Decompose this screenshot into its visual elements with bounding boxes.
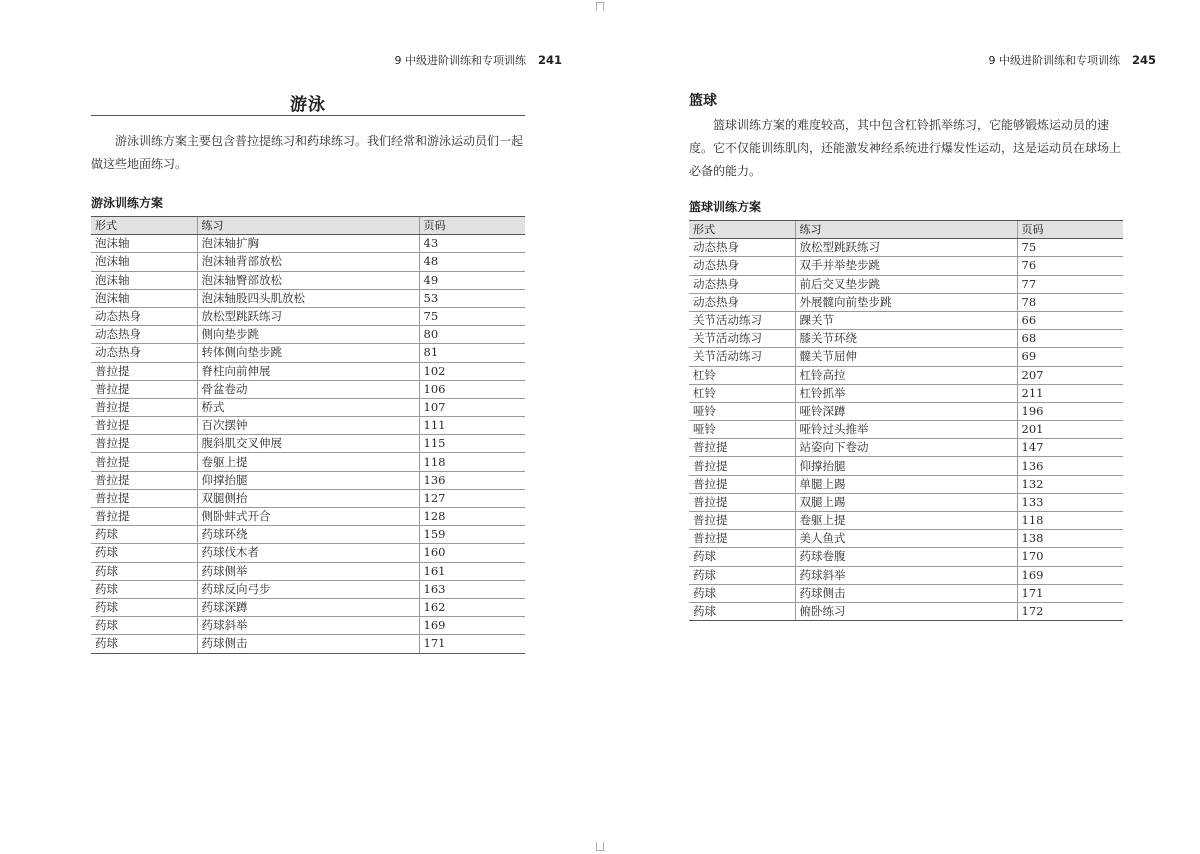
table-row — [91, 380, 525, 398]
cell-form: 动态热身 — [689, 239, 795, 257]
cell-exercise: 药球侧击 — [197, 635, 419, 653]
table-row — [91, 508, 525, 526]
table-row — [689, 311, 1123, 329]
cell-exercise: 杠铃高拉 — [795, 366, 1017, 384]
cell-exercise: 药球反向弓步 — [197, 580, 419, 598]
cell-exercise: 双手并举垫步跳 — [795, 257, 1017, 275]
cell-page: 132 — [1017, 475, 1123, 493]
cell-page: 207 — [1017, 366, 1123, 384]
cell-exercise: 侧向垫步跳 — [197, 326, 419, 344]
cell-page: 81 — [419, 344, 525, 362]
cell-exercise: 俯卧练习 — [795, 602, 1017, 620]
table-row — [689, 530, 1123, 548]
table-row — [91, 471, 525, 489]
cell-page: 118 — [1017, 512, 1123, 530]
cell-page: 147 — [1017, 439, 1123, 457]
cell-exercise: 泡沫轴股四头肌放松 — [197, 289, 419, 307]
cell-form: 动态热身 — [689, 293, 795, 311]
cell-form: 普拉提 — [689, 512, 795, 530]
chapter-title: 9 中级进阶训练和专项训练 — [988, 54, 1120, 67]
cell-form: 泡沫轴 — [91, 271, 197, 289]
cell-page: 75 — [419, 307, 525, 325]
cell-page: 171 — [419, 635, 525, 653]
cell-exercise: 杠铃抓举 — [795, 384, 1017, 402]
table-row — [689, 457, 1123, 475]
cell-exercise: 侧卧蚌式开合 — [197, 508, 419, 526]
table-row — [91, 307, 525, 325]
cell-page: 159 — [419, 526, 525, 544]
table-row — [91, 326, 525, 344]
chapter-title: 9 中级进阶训练和专项训练 — [394, 54, 526, 67]
column-header-page: 页码 — [1017, 221, 1123, 239]
cell-form: 药球 — [689, 584, 795, 602]
table-row — [689, 475, 1123, 493]
page-number: 245 — [1131, 53, 1156, 67]
table-row — [689, 257, 1123, 275]
section-title: 篮球 — [689, 93, 717, 109]
table-row — [91, 453, 525, 471]
cell-form: 药球 — [91, 635, 197, 653]
cell-exercise: 百次摆钟 — [197, 417, 419, 435]
cell-page: 136 — [419, 471, 525, 489]
table-row — [91, 435, 525, 453]
intro-paragraph: 篮球训练方案的难度较高，其中包含杠铃抓举练习，它能够锻炼运动员的速度。它不仅能训练肌肉，还能激发神经系统进行爆发性运动，这是运动员在球场上必备的能力。 — [689, 118, 1122, 178]
running-header — [394, 52, 562, 68]
table-row — [91, 289, 525, 307]
cell-exercise: 药球环绕 — [197, 526, 419, 544]
cell-form: 杠铃 — [689, 366, 795, 384]
section-title: 游泳 — [290, 95, 326, 115]
cell-exercise: 前后交叉垫步跳 — [795, 275, 1017, 293]
cell-page: 106 — [419, 380, 525, 398]
cell-page: 80 — [419, 326, 525, 344]
table-row — [91, 489, 525, 507]
cell-page: 169 — [1017, 566, 1123, 584]
cell-exercise: 哑铃过头推举 — [795, 421, 1017, 439]
cell-page: 171 — [1017, 584, 1123, 602]
cell-page: 196 — [1017, 402, 1123, 420]
cell-form: 普拉提 — [689, 475, 795, 493]
crop-mark — [601, 2, 604, 11]
table-body — [689, 239, 1123, 621]
cell-page: 78 — [1017, 293, 1123, 311]
cell-exercise: 转体侧向垫步跳 — [197, 344, 419, 362]
cell-page: 161 — [419, 562, 525, 580]
cell-form: 动态热身 — [689, 257, 795, 275]
cell-form: 泡沫轴 — [91, 235, 197, 253]
table-row — [689, 566, 1123, 584]
cell-exercise: 仰撑抬腿 — [795, 457, 1017, 475]
cell-page: 163 — [419, 580, 525, 598]
cell-exercise: 泡沫轴臀部放松 — [197, 271, 419, 289]
cell-exercise: 仰撑抬腿 — [197, 471, 419, 489]
column-header-form: 形式 — [689, 221, 795, 239]
cell-page: 43 — [419, 235, 525, 253]
cell-exercise: 双腿侧抬 — [197, 489, 419, 507]
cell-exercise: 外展髋向前垫步跳 — [795, 293, 1017, 311]
cell-page: 118 — [419, 453, 525, 471]
cell-page: 172 — [1017, 602, 1123, 620]
cell-exercise: 药球深蹲 — [197, 598, 419, 616]
cell-exercise: 哑铃深蹲 — [795, 402, 1017, 420]
cell-page: 111 — [419, 417, 525, 435]
table-row — [91, 598, 525, 616]
cell-form: 泡沫轴 — [91, 289, 197, 307]
cell-form: 药球 — [91, 544, 197, 562]
table-title: 游泳训练方案 — [91, 196, 164, 210]
table-row — [91, 417, 525, 435]
cell-form: 普拉提 — [689, 530, 795, 548]
cell-exercise: 药球伐木者 — [197, 544, 419, 562]
cell-exercise: 髋关节屈伸 — [795, 348, 1017, 366]
cell-page: 127 — [419, 489, 525, 507]
cell-exercise: 美人鱼式 — [795, 530, 1017, 548]
cell-page: 136 — [1017, 457, 1123, 475]
cell-page: 160 — [419, 544, 525, 562]
cell-exercise: 泡沫轴扩胸 — [197, 235, 419, 253]
cell-exercise: 双腿上踢 — [795, 493, 1017, 511]
crop-mark — [601, 842, 604, 851]
cell-page: 138 — [1017, 530, 1123, 548]
cell-exercise: 药球斜举 — [795, 566, 1017, 584]
table-body — [91, 235, 525, 653]
table-header-row — [91, 217, 525, 235]
table-title: 篮球训练方案 — [689, 200, 762, 214]
cell-form: 动态热身 — [689, 275, 795, 293]
cell-form: 动态热身 — [91, 344, 197, 362]
cell-form: 药球 — [91, 598, 197, 616]
table-row — [689, 293, 1123, 311]
cell-exercise: 踝关节 — [795, 311, 1017, 329]
cell-form: 关节活动练习 — [689, 311, 795, 329]
cell-form: 普拉提 — [91, 362, 197, 380]
cell-form: 动态热身 — [91, 307, 197, 325]
table-row — [689, 602, 1123, 620]
table-row — [91, 580, 525, 598]
cell-page: 53 — [419, 289, 525, 307]
cell-page: 107 — [419, 398, 525, 416]
cell-form: 药球 — [689, 602, 795, 620]
cell-page: 211 — [1017, 384, 1123, 402]
cell-page: 66 — [1017, 311, 1123, 329]
cell-page: 169 — [419, 617, 525, 635]
table-row — [689, 366, 1123, 384]
table-row — [91, 526, 525, 544]
cell-form: 普拉提 — [689, 493, 795, 511]
table-row — [689, 493, 1123, 511]
table-row — [689, 239, 1123, 257]
cell-page: 49 — [419, 271, 525, 289]
cell-exercise: 药球侧举 — [197, 562, 419, 580]
table-row — [689, 439, 1123, 457]
table-row — [689, 275, 1123, 293]
cell-exercise: 站姿向下卷动 — [795, 439, 1017, 457]
cell-form: 普拉提 — [91, 398, 197, 416]
cell-exercise: 卷躯上提 — [795, 512, 1017, 530]
cell-exercise: 泡沫轴背部放松 — [197, 253, 419, 271]
table-row — [91, 562, 525, 580]
cell-page: 162 — [419, 598, 525, 616]
cell-form: 动态热身 — [91, 326, 197, 344]
table-row — [91, 635, 525, 653]
cell-form: 杠铃 — [689, 384, 795, 402]
column-header-exercise: 练习 — [795, 221, 1017, 239]
cell-page: 69 — [1017, 348, 1123, 366]
table-row — [91, 344, 525, 362]
cell-form: 普拉提 — [91, 471, 197, 489]
cell-page: 77 — [1017, 275, 1123, 293]
cell-form: 泡沫轴 — [91, 253, 197, 271]
cell-exercise: 骨盆卷动 — [197, 380, 419, 398]
cell-exercise: 放松型跳跃练习 — [795, 239, 1017, 257]
table-row — [689, 330, 1123, 348]
table-header-row — [689, 221, 1123, 239]
swimming-plan-table — [91, 216, 525, 654]
cell-form: 哑铃 — [689, 402, 795, 420]
cell-exercise: 脊柱向前伸展 — [197, 362, 419, 380]
table-row — [689, 348, 1123, 366]
cell-form: 药球 — [91, 617, 197, 635]
cell-page: 76 — [1017, 257, 1123, 275]
cell-form: 普拉提 — [689, 457, 795, 475]
cell-form: 药球 — [91, 526, 197, 544]
basketball-plan-table — [689, 220, 1123, 621]
cell-form: 关节活动练习 — [689, 348, 795, 366]
cell-page: 115 — [419, 435, 525, 453]
cell-form: 药球 — [689, 548, 795, 566]
column-header-form: 形式 — [91, 217, 197, 235]
table-row — [689, 512, 1123, 530]
column-header-exercise: 练习 — [197, 217, 419, 235]
table-row — [91, 398, 525, 416]
cell-exercise: 膝关节环绕 — [795, 330, 1017, 348]
table-row — [91, 235, 525, 253]
cell-form: 药球 — [91, 562, 197, 580]
cell-exercise: 腹斜肌交叉伸展 — [197, 435, 419, 453]
cell-form: 药球 — [689, 566, 795, 584]
cell-page: 128 — [419, 508, 525, 526]
table-row — [689, 548, 1123, 566]
cell-form: 哑铃 — [689, 421, 795, 439]
cell-page: 133 — [1017, 493, 1123, 511]
cell-form: 关节活动练习 — [689, 330, 795, 348]
cell-form: 普拉提 — [91, 417, 197, 435]
table-row — [91, 253, 525, 271]
table-row — [91, 271, 525, 289]
table-row — [689, 584, 1123, 602]
cell-form: 普拉提 — [91, 453, 197, 471]
running-header — [988, 52, 1156, 68]
cell-exercise: 单腿上踢 — [795, 475, 1017, 493]
column-header-page: 页码 — [419, 217, 525, 235]
cell-form: 普拉提 — [91, 489, 197, 507]
cell-form: 普拉提 — [91, 380, 197, 398]
cell-exercise: 桥式 — [197, 398, 419, 416]
table-row — [689, 421, 1123, 439]
cell-page: 170 — [1017, 548, 1123, 566]
page-number: 241 — [537, 53, 562, 67]
table-row — [689, 384, 1123, 402]
cell-exercise: 卷躯上提 — [197, 453, 419, 471]
cell-page: 201 — [1017, 421, 1123, 439]
cell-exercise: 药球斜举 — [197, 617, 419, 635]
cell-page: 48 — [419, 253, 525, 271]
cell-page: 68 — [1017, 330, 1123, 348]
cell-page: 102 — [419, 362, 525, 380]
cell-form: 药球 — [91, 580, 197, 598]
table-row — [91, 544, 525, 562]
cell-exercise: 药球卷腹 — [795, 548, 1017, 566]
title-rule — [91, 115, 525, 116]
cell-exercise: 放松型跳跃练习 — [197, 307, 419, 325]
cell-exercise: 药球侧击 — [795, 584, 1017, 602]
intro-paragraph: 游泳训练方案主要包含普拉提练习和药球练习。我们经常和游泳运动员们一起做这些地面练习。 — [91, 134, 524, 171]
table-row — [91, 362, 525, 380]
cell-form: 普拉提 — [91, 508, 197, 526]
cell-form: 普拉提 — [689, 439, 795, 457]
cell-page: 75 — [1017, 239, 1123, 257]
cell-form: 普拉提 — [91, 435, 197, 453]
table-row — [689, 402, 1123, 420]
table-row — [91, 617, 525, 635]
